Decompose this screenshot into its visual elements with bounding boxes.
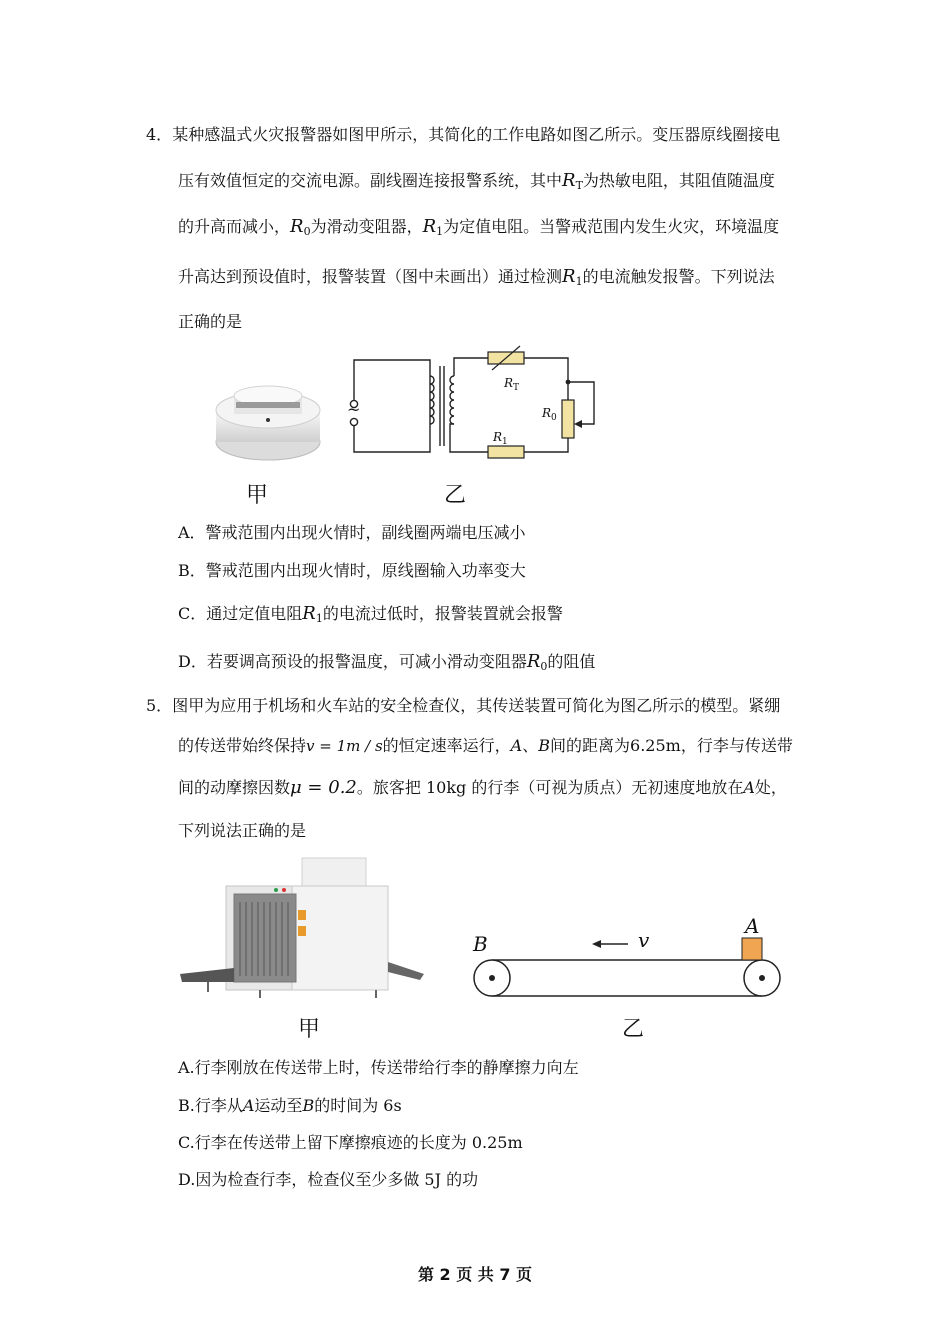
label-b: B [473, 932, 488, 956]
label-a: A [745, 914, 760, 938]
label-r1: $R_1$ [493, 430, 508, 447]
q5-option-c: C.行李在传送带上留下摩擦痕迹的长度为 0.25m [178, 1133, 523, 1152]
q4-line-4: 升高达到预设值时，报警装置（图中未画出）通过检测$R_1$的电流触发报警。下列说法 [178, 266, 775, 288]
q5-line-4: 下列说法正确的是 [178, 821, 307, 840]
q5-fig-label-yi: 乙 [622, 1017, 645, 1042]
q4-number: 4． [146, 125, 173, 144]
q5-line-1: 5．图甲为应用于机场和火车站的安全检查仪，其传送装置可简化为图乙所示的模型。紧绷 [146, 696, 781, 715]
ac-source-symbol: ~ [347, 400, 361, 419]
q5-line-2: 的传送带始终保持v = 1m / s的恒定速率运行，A、B间的距离为6.25m，行李与传送带 [178, 736, 793, 755]
q4-fig-label-yi: 乙 [444, 483, 467, 508]
q4-option-c: C．通过定值电阻$R_1$的电流过低时，报警装置就会报警 [178, 603, 563, 625]
q5-line-3: 间的动摩擦因数μ = 0.2。旅客把 10kg 的行李（可视为质点）无初速度地放在A处， [178, 777, 787, 798]
page-footer: 第 2 页 共 7 页 [417, 1265, 533, 1284]
q4-line-1: 4．某种感温式火灾报警器如图甲所示，其简化的工作电路如图乙所示。变压器原线圈接电 [146, 125, 781, 144]
q5-option-a: A.行李刚放在传送带上时，传送带给行李的静摩擦力向左 [178, 1058, 579, 1077]
q4-line-2: 压有效值恒定的交流电源。副线圈连接报警系统，其中$R_T$为热敏电阻，其阻值随温度 [178, 170, 775, 192]
q5-conveyor-diagram [470, 926, 784, 1002]
q4-option-b: B．警戒范围内出现火情时，原线圈输入功率变大 [178, 561, 526, 580]
q5-number: 5． [146, 696, 173, 715]
q4-option-a: A．警戒范围内出现火情时，副线圈两端电压减小 [178, 523, 526, 542]
q4-fig-label-jia: 甲 [246, 483, 269, 508]
q5-option-d: D.因为检查行李，检查仪至少多做 5J 的功 [178, 1170, 479, 1189]
q4-option-d: D．若要调高预设的报警温度，可减小滑动变阻器$R_0$的阻值 [178, 651, 596, 673]
q5-fig-label-jia: 甲 [298, 1017, 321, 1042]
q4-circuit-diagram [344, 350, 604, 470]
q5-option-b: B.行李从A运动至B的时间为 6s [178, 1096, 402, 1115]
q4-line-5: 正确的是 [178, 312, 243, 331]
xray-scanner-image [180, 858, 426, 1004]
label-rt: $R_T$ [504, 376, 520, 393]
label-r0: $R_0$ [542, 406, 557, 423]
smoke-detector-image [212, 372, 324, 468]
label-v: v [638, 928, 650, 952]
q4-line-3: 的升高而减小，$R_0$为滑动变阻器，$R_1$为定值电阻。当警戒范围内发生火灾，环境温度 [178, 216, 780, 238]
